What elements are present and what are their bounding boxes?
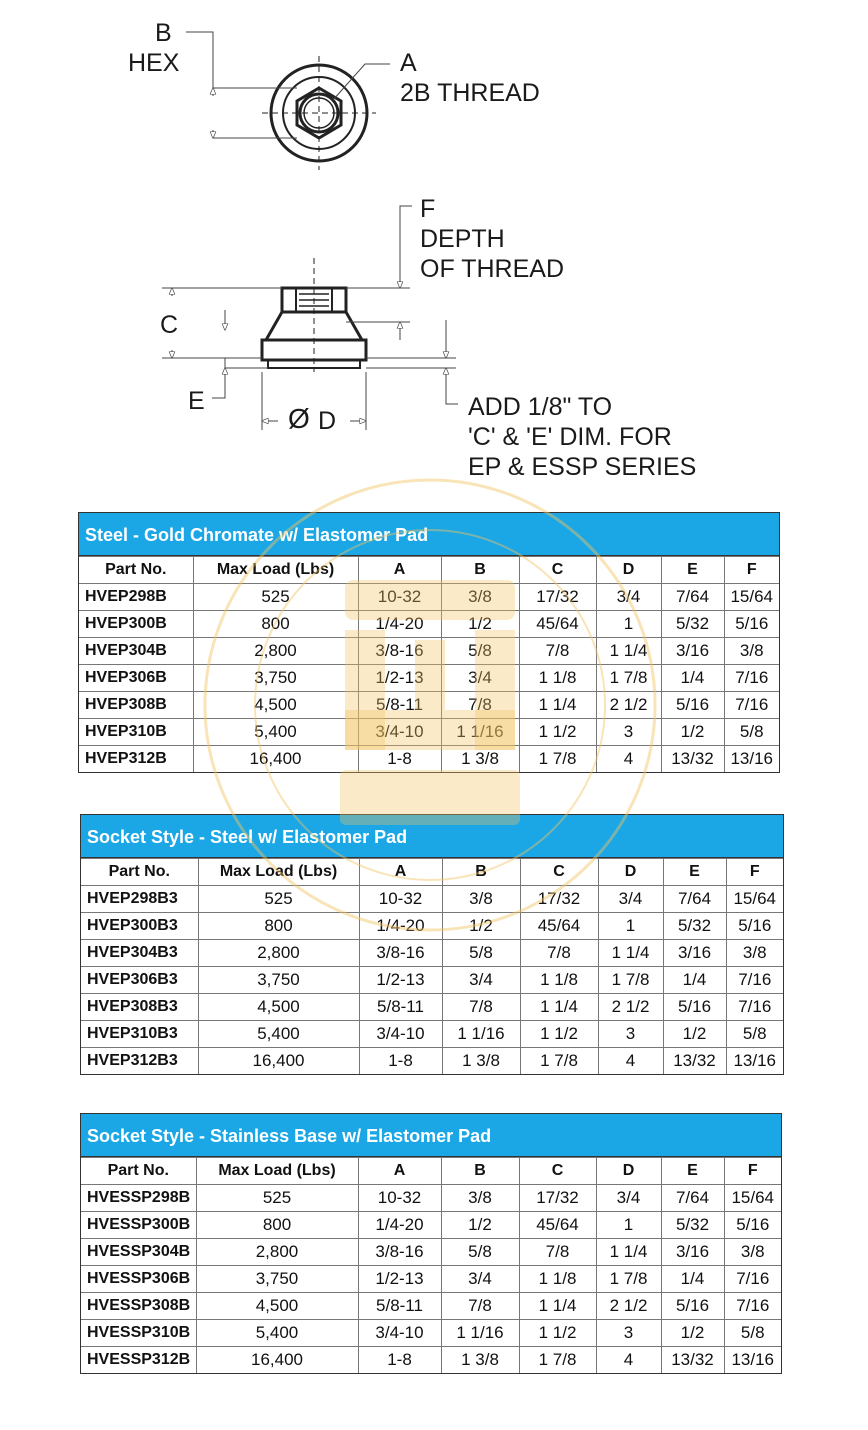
spec-cell: 3/4: [598, 886, 663, 913]
spec-cell: 1 1/4: [519, 692, 596, 719]
spec-cell: 1-8: [358, 1347, 441, 1374]
note-leader: [366, 320, 458, 404]
table-row: [81, 886, 783, 913]
spec-cell: 7/8: [519, 1239, 596, 1266]
column-header: F: [726, 859, 783, 886]
spec-cell: 800: [198, 913, 359, 940]
table-row: [79, 665, 779, 692]
spec-cell: 3/8-16: [359, 940, 442, 967]
spec-cell: 1 3/8: [441, 746, 519, 773]
column-header: Max Load (Lbs): [198, 859, 359, 886]
side-view: [262, 258, 366, 372]
table-row: [81, 913, 783, 940]
spec-cell: 2,800: [196, 1239, 358, 1266]
spec-cell: 15/64: [724, 584, 779, 611]
spec-grid: [81, 858, 783, 1074]
part-number-cell: HVEP304B3: [81, 940, 198, 967]
spec-cell: 5/8: [442, 940, 520, 967]
column-header: D: [598, 859, 663, 886]
spec-cell: 1/4: [661, 665, 724, 692]
spec-cell: 13/32: [663, 1048, 726, 1075]
spec-cell: 3/16: [661, 1239, 724, 1266]
spec-cell: 3: [596, 719, 661, 746]
spec-cell: 3: [598, 1021, 663, 1048]
spec-cell: 800: [193, 611, 358, 638]
spec-cell: 1 1/4: [596, 1239, 661, 1266]
spec-cell: 1/2: [663, 1021, 726, 1048]
spec-cell: 7/8: [520, 940, 598, 967]
spec-cell: 1: [596, 611, 661, 638]
spec-cell: 7/64: [661, 584, 724, 611]
spec-cell: 1 1/2: [519, 719, 596, 746]
spec-cell: 5,400: [198, 1021, 359, 1048]
column-header: E: [661, 557, 724, 584]
spec-cell: 13/16: [726, 1048, 783, 1075]
column-header: D: [596, 557, 661, 584]
spec-cell: 1 1/16: [441, 719, 519, 746]
part-number-cell: HVESSP312B: [81, 1347, 196, 1374]
part-number-cell: HVESSP310B: [81, 1320, 196, 1347]
spec-cell: 5/32: [661, 611, 724, 638]
column-header: C: [519, 557, 596, 584]
column-header: A: [358, 557, 441, 584]
spec-cell: 1 1/2: [520, 1021, 598, 1048]
spec-cell: 525: [196, 1185, 358, 1212]
spec-cell: 4: [596, 746, 661, 773]
spec-cell: 7/16: [724, 665, 779, 692]
column-header: Max Load (Lbs): [196, 1158, 358, 1185]
table-row: [81, 1021, 783, 1048]
spec-cell: 3/4-10: [358, 1320, 441, 1347]
column-header: E: [661, 1158, 724, 1185]
spec-cell: 10-32: [359, 886, 442, 913]
spec-cell: 5/16: [726, 913, 783, 940]
column-header: B: [442, 859, 520, 886]
spec-cell: 4: [596, 1347, 661, 1374]
spec-cell: 1: [598, 913, 663, 940]
table-row: [79, 638, 779, 665]
table-row: [81, 1239, 781, 1266]
spec-cell: 3/4-10: [359, 1021, 442, 1048]
spec-cell: 45/64: [519, 611, 596, 638]
spec-cell: 3/16: [661, 638, 724, 665]
spec-cell: 5/8: [441, 638, 519, 665]
spec-cell: 1 1/8: [519, 1266, 596, 1293]
spec-cell: 7/16: [724, 692, 779, 719]
note-line-3: EP & ESSP SERIES: [468, 453, 697, 481]
spec-cell: 7/16: [726, 967, 783, 994]
header-row: [81, 1158, 781, 1185]
part-number-cell: HVEP308B3: [81, 994, 198, 1021]
part-number-cell: HVEP308B: [79, 692, 193, 719]
table-row: [81, 1293, 781, 1320]
spec-cell: 3/4: [441, 665, 519, 692]
header-row: [79, 557, 779, 584]
spec-cell: 5,400: [196, 1320, 358, 1347]
table-title: Steel - Gold Chromate w/ Elastomer Pad: [79, 513, 779, 556]
part-number-cell: HVEP306B3: [81, 967, 198, 994]
spec-cell: 1/2-13: [358, 1266, 441, 1293]
part-number-cell: HVEP298B: [79, 584, 193, 611]
spec-cell: 1 3/8: [441, 1347, 519, 1374]
spec-cell: 1 3/8: [442, 1048, 520, 1075]
spec-cell: 5/8: [441, 1239, 519, 1266]
column-header: Part No.: [81, 1158, 196, 1185]
spec-cell: 1/2-13: [359, 967, 442, 994]
spec-cell: 13/32: [661, 746, 724, 773]
spec-cell: 1 1/16: [442, 1021, 520, 1048]
spec-cell: 3/16: [663, 940, 726, 967]
spec-cell: 4: [598, 1048, 663, 1075]
column-header: F: [724, 557, 779, 584]
spec-cell: 3/8: [442, 886, 520, 913]
label-hex: HEX: [128, 49, 180, 77]
spec-cell: 5/8: [726, 1021, 783, 1048]
spec-cell: 1/2-13: [358, 665, 441, 692]
spec-cell: 7/16: [724, 1293, 781, 1320]
label-a: A: [400, 49, 417, 77]
spec-cell: 45/64: [520, 913, 598, 940]
column-header: C: [520, 859, 598, 886]
spec-cell: 13/16: [724, 746, 779, 773]
column-header: B: [441, 557, 519, 584]
spec-grid: [81, 1157, 781, 1373]
spec-cell: 7/8: [442, 994, 520, 1021]
spec-cell: 13/16: [724, 1347, 781, 1374]
spec-cell: 3/4-10: [358, 719, 441, 746]
spec-cell: 5/16: [661, 692, 724, 719]
d-dimension: [262, 372, 366, 430]
spec-cell: 3: [596, 1320, 661, 1347]
spec-table-socket-steel: [80, 814, 784, 1075]
spec-cell: 3/8: [726, 940, 783, 967]
table-row: [81, 1320, 781, 1347]
spec-cell: 13/32: [661, 1347, 724, 1374]
spec-cell: 17/32: [520, 886, 598, 913]
spec-cell: 5/8-11: [358, 1293, 441, 1320]
table-row: [79, 746, 779, 773]
column-header: F: [724, 1158, 781, 1185]
spec-cell: 1 1/4: [598, 940, 663, 967]
spec-cell: 3/4: [441, 1266, 519, 1293]
spec-cell: 1 7/8: [598, 967, 663, 994]
spec-cell: 5/16: [724, 1212, 781, 1239]
spec-cell: 1/2: [442, 913, 520, 940]
part-number-cell: HVEP300B3: [81, 913, 198, 940]
part-number-cell: HVEP300B: [79, 611, 193, 638]
spec-cell: 3/4: [596, 584, 661, 611]
spec-cell: 1 1/4: [596, 638, 661, 665]
spec-cell: 2,800: [198, 940, 359, 967]
spec-cell: 3/8-16: [358, 638, 441, 665]
table-row: [81, 1347, 781, 1374]
table-title: Socket Style - Steel w/ Elastomer Pad: [81, 815, 783, 858]
spec-cell: 1-8: [358, 746, 441, 773]
column-header: Part No.: [81, 859, 198, 886]
spec-cell: 3,750: [196, 1266, 358, 1293]
spec-cell: 3,750: [198, 967, 359, 994]
spec-cell: 7/16: [726, 994, 783, 1021]
table-row: [79, 692, 779, 719]
column-header: D: [596, 1158, 661, 1185]
spec-cell: 1/4-20: [359, 913, 442, 940]
spec-cell: 45/64: [519, 1212, 596, 1239]
spec-cell: 1/4-20: [358, 611, 441, 638]
spec-cell: 3/4: [596, 1185, 661, 1212]
table-row: [81, 967, 783, 994]
spec-cell: 1 1/16: [441, 1320, 519, 1347]
table-row: [81, 1185, 781, 1212]
spec-cell: 5/32: [661, 1212, 724, 1239]
label-f: F: [420, 195, 436, 223]
spec-cell: 5/16: [661, 1293, 724, 1320]
note-line-1: ADD 1/8" TO: [468, 393, 613, 421]
column-header: A: [359, 859, 442, 886]
spec-cell: 5/16: [724, 611, 779, 638]
table-row: [79, 719, 779, 746]
spec-cell: 1: [596, 1212, 661, 1239]
spec-cell: 3/8: [441, 584, 519, 611]
spec-cell: 17/32: [519, 584, 596, 611]
spec-cell: 525: [193, 584, 358, 611]
spec-cell: 2 1/2: [596, 1293, 661, 1320]
part-number-cell: HVEP310B: [79, 719, 193, 746]
label-of-thread: OF THREAD: [420, 255, 564, 283]
part-number-cell: HVESSP304B: [81, 1239, 196, 1266]
spec-cell: 7/16: [724, 1266, 781, 1293]
spec-cell: 1-8: [359, 1048, 442, 1075]
spec-table-gold-chromate: [78, 512, 780, 773]
spec-cell: 1/2: [441, 611, 519, 638]
part-number-cell: HVESSP308B: [81, 1293, 196, 1320]
spec-cell: 3/8: [441, 1185, 519, 1212]
label-d: D: [318, 407, 337, 435]
spec-cell: 7/8: [441, 1293, 519, 1320]
spec-cell: 7/64: [661, 1185, 724, 1212]
column-header: A: [358, 1158, 441, 1185]
spec-cell: 1 7/8: [519, 1347, 596, 1374]
spec-cell: 7/64: [663, 886, 726, 913]
table-row: [79, 611, 779, 638]
spec-cell: 1 1/8: [519, 665, 596, 692]
spec-cell: 1 1/8: [520, 967, 598, 994]
spec-cell: 2 1/2: [596, 692, 661, 719]
spec-cell: 3/8: [724, 1239, 781, 1266]
spec-cell: 7/8: [519, 638, 596, 665]
f-depth-dimension: [346, 206, 412, 340]
spec-cell: 16,400: [193, 746, 358, 773]
spec-cell: 4,500: [196, 1293, 358, 1320]
spec-cell: 1/4-20: [358, 1212, 441, 1239]
label-depth: DEPTH: [420, 225, 505, 253]
spec-cell: 10-32: [358, 1185, 441, 1212]
spec-cell: 4,500: [198, 994, 359, 1021]
label-b: B: [155, 19, 172, 47]
spec-cell: 7/8: [441, 692, 519, 719]
table-row: [81, 940, 783, 967]
spec-cell: 1 1/2: [519, 1320, 596, 1347]
diameter-symbol: Ø: [288, 403, 310, 434]
part-number-cell: HVEP298B3: [81, 886, 198, 913]
column-header: E: [663, 859, 726, 886]
label-e: E: [188, 387, 205, 415]
spec-cell: 10-32: [358, 584, 441, 611]
part-number-cell: HVEP312B3: [81, 1048, 198, 1075]
table-row: [79, 584, 779, 611]
spec-cell: 3/4: [442, 967, 520, 994]
column-header: C: [519, 1158, 596, 1185]
spec-cell: 2 1/2: [598, 994, 663, 1021]
spec-cell: 5/16: [663, 994, 726, 1021]
spec-cell: 1/2: [661, 1320, 724, 1347]
spec-cell: 5,400: [193, 719, 358, 746]
spec-cell: 1 1/4: [519, 1293, 596, 1320]
table-row: [81, 1266, 781, 1293]
spec-cell: 3/8: [724, 638, 779, 665]
top-view: [262, 56, 376, 170]
part-number-cell: HVESSP300B: [81, 1212, 196, 1239]
spec-cell: 1/2: [661, 719, 724, 746]
note-line-2: 'C' & 'E' DIM. FOR: [468, 423, 672, 451]
table-row: [81, 994, 783, 1021]
table-title: Socket Style - Stainless Base w/ Elastomer Pad: [81, 1114, 781, 1157]
column-header: B: [441, 1158, 519, 1185]
spec-cell: 5/8: [724, 719, 779, 746]
spec-cell: 5/32: [663, 913, 726, 940]
spec-cell: 15/64: [724, 1185, 781, 1212]
part-number-cell: HVESSP306B: [81, 1266, 196, 1293]
spec-cell: 3/8-16: [358, 1239, 441, 1266]
part-number-cell: HVEP306B: [79, 665, 193, 692]
spec-cell: 1 7/8: [596, 665, 661, 692]
spec-cell: 3,750: [193, 665, 358, 692]
spec-cell: 5/8-11: [358, 692, 441, 719]
column-header: Max Load (Lbs): [193, 557, 358, 584]
technical-drawing: [0, 0, 868, 500]
e-dimension: [212, 310, 268, 398]
spec-cell: 1 1/4: [520, 994, 598, 1021]
spec-cell: 1/4: [663, 967, 726, 994]
spec-cell: 800: [196, 1212, 358, 1239]
spec-grid: [79, 556, 779, 772]
column-header: Part No.: [79, 557, 193, 584]
label-2b-thread: 2B THREAD: [400, 79, 540, 107]
spec-cell: 16,400: [198, 1048, 359, 1075]
table-row: [81, 1212, 781, 1239]
spec-cell: 1 7/8: [519, 746, 596, 773]
spec-cell: 1 7/8: [520, 1048, 598, 1075]
spec-cell: 5/8: [724, 1320, 781, 1347]
c-dimension: [162, 288, 282, 358]
header-row: [81, 859, 783, 886]
part-number-cell: HVEP304B: [79, 638, 193, 665]
label-c: C: [160, 311, 179, 339]
part-number-cell: HVEP310B3: [81, 1021, 198, 1048]
table-row: [81, 1048, 783, 1075]
spec-cell: 1/2: [441, 1212, 519, 1239]
spec-cell: 1 7/8: [596, 1266, 661, 1293]
spec-cell: 15/64: [726, 886, 783, 913]
spec-cell: 17/32: [519, 1185, 596, 1212]
spec-cell: 4,500: [193, 692, 358, 719]
part-number-cell: HVESSP298B: [81, 1185, 196, 1212]
spec-cell: 5/8-11: [359, 994, 442, 1021]
spec-cell: 525: [198, 886, 359, 913]
spec-cell: 2,800: [193, 638, 358, 665]
spec-table-socket-stainless: [80, 1113, 782, 1374]
part-number-cell: HVEP312B: [79, 746, 193, 773]
spec-cell: 16,400: [196, 1347, 358, 1374]
spec-cell: 1/4: [661, 1266, 724, 1293]
